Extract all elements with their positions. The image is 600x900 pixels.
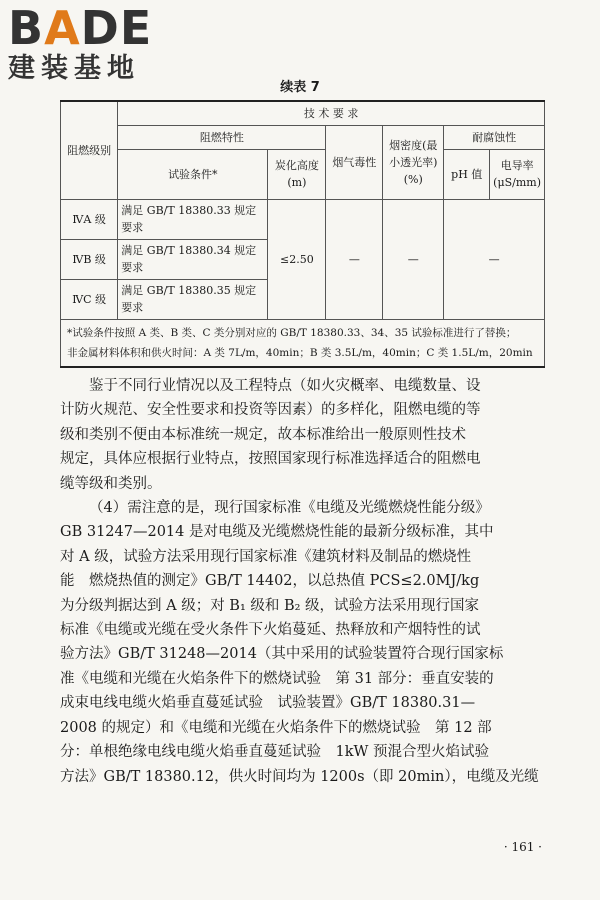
header-conductivity: 电导率(μS/mm) [490,149,545,199]
text-line: 对 A 级，试验方法采用现行国家标准《建筑材料及制品的燃烧性 [60,548,472,565]
header-tech: 技 术 要 求 [118,101,545,125]
text-line: 规定，具体应根据行业特点，按照国家现行标准选择适合的阻燃电 [60,451,481,468]
text-line: 成束电线电缆火焰垂直蔓延试验 试验装置》GB/T 18380.31— [60,695,476,712]
header-ph: pH 值 [444,149,490,199]
text-line: 鉴于不同行业情况以及工程特点（如火灾概率、电缆数量、设 [89,378,481,394]
text-line: （4）需注意的是，现行国家标准《电缆及光缆燃烧性能分级》 [89,500,490,517]
text-line: 分：单根绝缘电线电缆火焰垂直蔓延试验 1kW 预混合型火焰试验 [60,744,490,761]
corrosion-value: — [444,199,545,319]
text-line: 2008 的规定）和《电缆和光缆在火焰条件下的燃烧试验 第 12 部 [60,719,492,736]
text-line: 为分级判据达到 A 级；对 B₁ 级和 B₂ 级，试验方法采用现行国家 [60,597,480,614]
table-note-row [61,319,545,367]
header-corrosion: 耐腐蚀性 [444,125,545,149]
text-line: GB 31247—2014 是对电缆及光缆燃烧性能的最新分级标准，其中 [60,524,494,541]
note-line-2: 非金属材料体积和供火时间：A 类 7L/m，40min；B 类 3.5L/m，40min；C 类 1.5L/m，20min [67,346,533,359]
text-line: 缆等级和类别。 [60,475,162,492]
row-condition: 满足 GB/T 18380.35 规定要求 [118,279,268,319]
row-condition: 满足 GB/T 18380.34 规定要求 [118,239,268,279]
smoke-density-value: — [383,199,444,319]
header-condition: 试验条件* [118,149,268,199]
page-number: · 161 · [503,840,542,854]
row-grade: ⅣC 级 [61,279,118,319]
table-note [61,319,545,367]
logo-text: BADE [8,1,153,55]
row-condition: 满足 GB/T 18380.33 规定要求 [118,199,268,239]
text-line: 级和类别不便由本标准统一规定，故本标准给出一般原则性技术 [60,426,466,443]
header-smoke-density: 烟密度(最小透光率)(%) [383,125,444,199]
paragraph-1 [60,374,545,496]
header-flame: 阻燃特性 [118,125,326,149]
smoke-toxicity-value: — [326,199,383,319]
text-line: 准《电缆和光缆在火焰条件下的燃烧试验 第 31 部分：垂直安装的 [60,670,494,687]
header-char: 炭化高度(m) [268,149,326,199]
header-smoke-toxicity: 烟气毒性 [326,125,383,199]
row-grade: ⅣA 级 [61,199,118,239]
logo [8,1,198,86]
text-line: 方法》GB/T 18380.12，供火时间均为 1200s（即 20min），电缆及光缆 [60,768,539,785]
row-grade: ⅣB 级 [61,239,118,279]
body-text [60,374,545,789]
text-line: 能 燃烧热值的测定》GB/T 14402，以总热值 PCS≤2.0MJ/kg [60,573,480,590]
logo-subtitle: 建装基地 [8,53,140,84]
table-row [61,199,545,239]
header-grade: 阻燃级别 [61,101,118,199]
text-line: 验方法》GB/T 31248—2014（其中采用的试验装置符合现行国家标 [60,646,504,663]
text-line: 计防火规范、安全性要求和投资等因素）的多样化，阻燃电缆的等 [60,402,481,419]
text-line: 标准《电缆或光缆在受火条件下火焰蔓延、热释放和产烟特性的试 [60,622,481,639]
paragraph-2 [60,496,545,789]
table-caption: 续表 7 [280,80,320,95]
requirements-table [60,100,545,368]
note-line-1: *试验条件按照 A 类、B 类、C 类分别对应的 GB/T 18380.33、34、35 试验标准进行了替换； [67,326,517,339]
char-height-value: ≤2.50 [268,199,326,319]
